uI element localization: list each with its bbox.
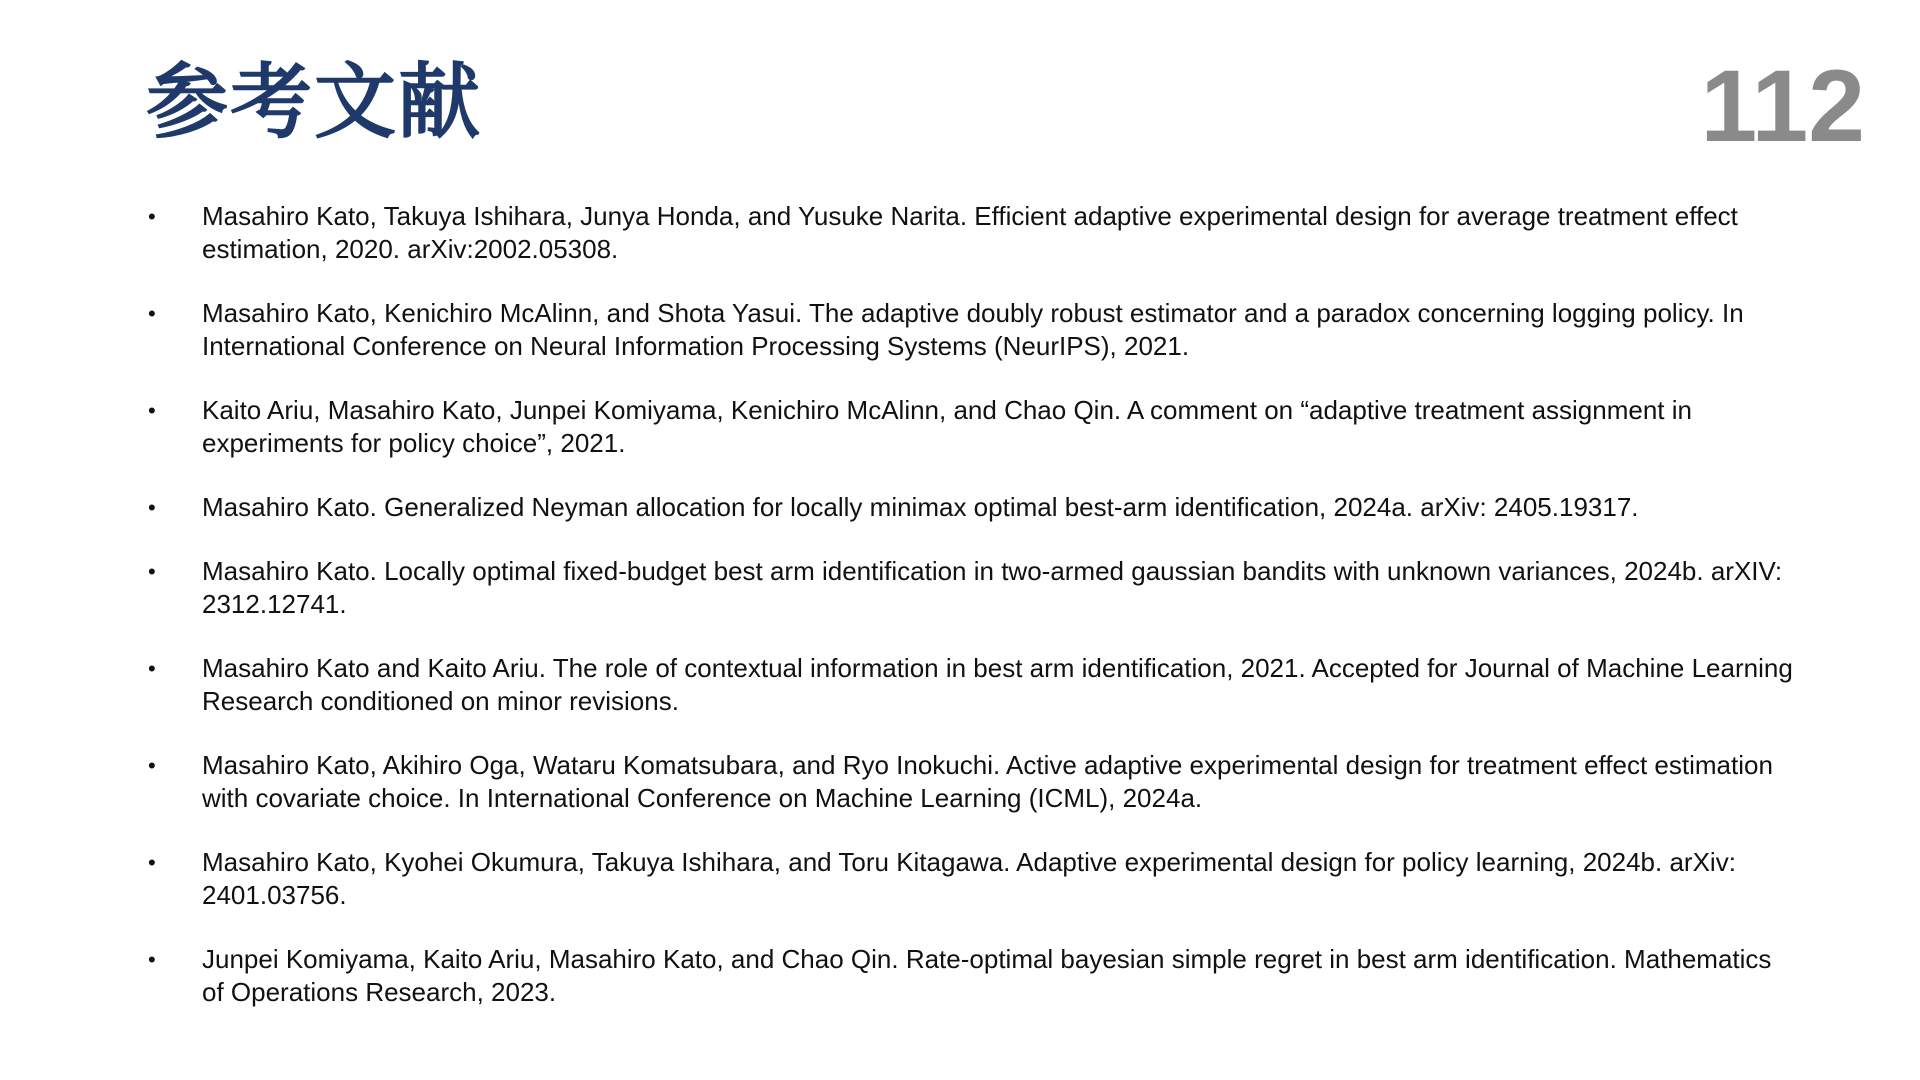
bullet-icon: •: [148, 850, 156, 875]
reference-item: [148, 394, 1798, 460]
reference-text: Junpei Komiyama, Kaito Ariu, Masahiro Kato, and Chao Qin. Rate-optimal bayesian simple regret in best arm identification. Mathematics of Operations Research, 2023.: [202, 944, 1772, 1007]
bullet-icon: •: [148, 656, 156, 681]
bullet-icon: •: [148, 301, 156, 326]
reference-item: [148, 491, 1798, 524]
bullet-icon: •: [148, 398, 156, 423]
page-title: 参考文献: [146, 55, 483, 150]
reference-item: [148, 943, 1798, 1009]
bullet-icon: •: [148, 947, 156, 972]
reference-item: [148, 846, 1798, 912]
reference-text: Masahiro Kato. Generalized Neyman allocation for locally minimax optimal best-arm identification, 2024a. arXiv: 2405.19317.: [202, 492, 1639, 522]
reference-item: [148, 749, 1798, 815]
bullet-icon: •: [148, 204, 156, 229]
reference-text: Masahiro Kato. Locally optimal fixed-budget best arm identification in two-armed gaussian bandits with unknown variances, 2024b. arXIV: 2312.12741.: [202, 556, 1783, 619]
bullet-icon: •: [148, 559, 156, 584]
bullet-icon: •: [148, 753, 156, 778]
reference-item: [148, 200, 1798, 266]
reference-text: Masahiro Kato, Kyohei Okumura, Takuya Ishihara, and Toru Kitagawa. Adaptive experimental design for policy learning, 2024b. arXiv: 2401.03756.: [202, 847, 1736, 910]
reference-item: [148, 297, 1798, 363]
bullet-icon: •: [148, 495, 156, 520]
reference-text: Masahiro Kato, Takuya Ishihara, Junya Honda, and Yusuke Narita. Efficient adaptive experimental design for average treatment effect estimation, 2020. arXiv:2002.05308.: [202, 201, 1738, 264]
reference-item: [148, 652, 1798, 718]
page-number: 112: [1700, 49, 1865, 163]
reference-list: [148, 200, 1798, 1040]
reference-text: Masahiro Kato and Kaito Ariu. The role of contextual information in best arm identification, 2021. Accepted for Journal of Machine Learning Research conditioned on minor revisions.: [202, 653, 1793, 716]
reference-text: Masahiro Kato, Kenichiro McAlinn, and Shota Yasui. The adaptive doubly robust estimator and a paradox concerning logging policy. In International Conference on Neural Information Processing Systems (NeurIPS), 2021.: [202, 298, 1744, 361]
reference-text: Masahiro Kato, Akihiro Oga, Wataru Komatsubara, and Ryo Inokuchi. Active adaptive experimental design for treatment effect estimation with covariate choice. In International Conference on Machine Learning (ICML), 2024a.: [202, 750, 1773, 813]
reference-text: Kaito Ariu, Masahiro Kato, Junpei Komiyama, Kenichiro McAlinn, and Chao Qin. A comment on “adaptive treatment assignment in experiments for policy choice”, 2021.: [202, 395, 1692, 458]
reference-item: [148, 555, 1798, 621]
